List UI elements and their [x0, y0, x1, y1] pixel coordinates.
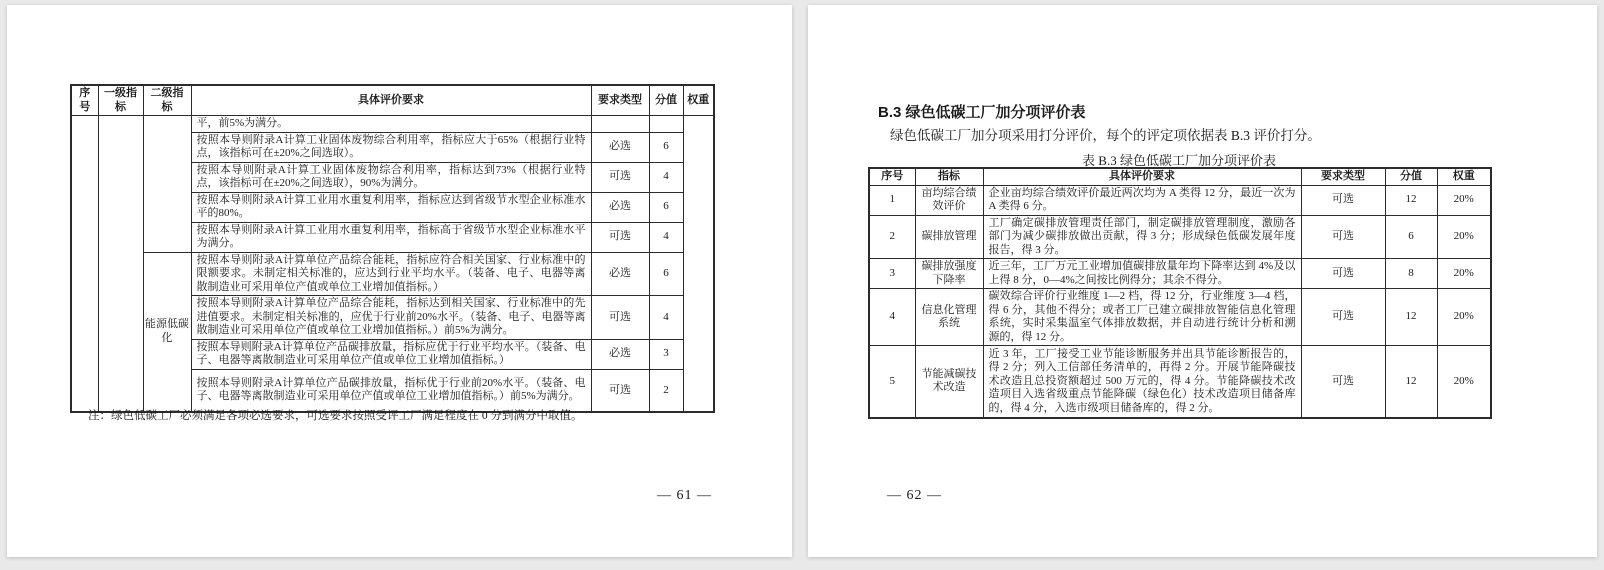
requirement-cell: 近 3 年，工厂接受工业节能诊断服务并出具节能诊断报告的，得 2 分；列入工信部任务清单的，再得 2 分。开展节能降碳技术改造且总投资额超过 500 万元的，得 4 分。节能降碳技术改造项目入选省级重点节能降碳（绿色化）技术改造项目储备库的，得 4 分，入选市级项目储备库的，得 2 分。	[983, 346, 1301, 418]
score-cell: 12	[1385, 346, 1437, 418]
requirement-cell: 按照本导则附录A计算单位产品综合能耗，指标达到相关国家、行业标准中的先进值要求。未制定相关标准的，应优于行业前20%水平。（装备、电子、电器等离散制造业可采用单位产值或单位工业增加值指标。）前5%为满分。	[191, 296, 591, 340]
page-number-62: — 62 —	[887, 488, 942, 503]
column-header: 序号	[869, 168, 915, 185]
column-header: 分值	[649, 85, 683, 116]
table-row	[869, 215, 1491, 259]
score-cell: 3	[649, 339, 683, 369]
indicator-cell: 节能减碳技术改造	[915, 346, 983, 418]
table-row	[869, 346, 1491, 418]
serial-cell-empty	[71, 116, 98, 413]
requirement-cell: 碳效综合评价行业维度 1—2 档，得 12 分，行业维度 3—4 档，得 6 分，其他不得分；或者工厂已建立碳排放智能信息化管理系统，实时采集温室气体排放数据，并自动进行统计分析和溯源的，得 12 分。	[983, 289, 1301, 346]
intro-paragraph: 绿色低碳工厂加分项采用打分评价，每个的评定项依据表 B.3 评价打分。	[890, 128, 1321, 143]
score-cell: 6	[649, 252, 683, 296]
score-cell: 8	[1385, 259, 1437, 289]
column-header: 权重	[683, 85, 714, 116]
weight-cell-empty	[683, 116, 714, 413]
requirement-cell: 企业亩均综合绩效评价最近两次均为 A 类得 12 分，最近一次为 A 类得 6 分。	[983, 185, 1301, 215]
table-caption: 表 B.3 绿色低碳工厂加分项评价表	[1082, 153, 1276, 168]
requirement-cell: 按照本导则附录A计算单位产品碳排放量，指标优于行业前20%水平。（装备、电子、电器等离散制造业可采用单位产值或单位工业增加值指标。）前5%为满分。	[191, 369, 591, 412]
table-row	[869, 259, 1491, 289]
column-header: 要求类型	[1301, 168, 1385, 185]
requirement-cell: 按照本导则附录A计算工业用水重复利用率，指标应达到省级节水型企业标准水平的80%。	[191, 192, 591, 222]
column-header: 要求类型	[591, 85, 649, 116]
column-header: 具体评价要求	[983, 168, 1301, 185]
table-row	[71, 116, 714, 133]
indicator-cell: 碳排放强度下降率	[915, 259, 983, 289]
requirement-cell: 平，前5%为满分。	[191, 116, 591, 133]
type-cell: 必选	[591, 252, 649, 296]
table-row	[869, 185, 1491, 215]
table-row	[869, 289, 1491, 346]
type-cell: 可选	[1301, 259, 1385, 289]
serial-cell: 5	[869, 346, 915, 418]
table-row	[71, 252, 714, 296]
weight-cell: 20%	[1437, 185, 1491, 215]
page-number-61: — 61 —	[657, 488, 712, 503]
requirement-cell: 按照本导则附录A计算工业用水重复利用率，指标高于省级节水型企业标准水平为满分。	[191, 222, 591, 252]
table-header-row	[71, 85, 714, 116]
score-cell: 4	[649, 296, 683, 340]
requirement-cell: 按照本导则附录A计算单位产品碳排放量，指标应优于行业平均水平。（装备、电子、电器等离散制造业可采用单位产值或单位工业增加值指标。）	[191, 339, 591, 369]
serial-cell: 2	[869, 215, 915, 259]
requirement-cell: 近三年，工厂万元工业增加值碳排放量年均下降率达到 4%及以上得 8 分，0—4%之间按比例得分；其余不得分。	[983, 259, 1301, 289]
column-header: 权重	[1437, 168, 1491, 185]
table-header-row	[869, 168, 1491, 185]
column-header: 序号	[71, 85, 98, 116]
score-cell: 12	[1385, 185, 1437, 215]
type-cell: 可选	[1301, 289, 1385, 346]
type-cell: 可选	[591, 162, 649, 192]
type-cell	[591, 116, 649, 133]
type-cell: 可选	[591, 369, 649, 412]
score-cell: 6	[649, 192, 683, 222]
secondary-indicator-cell: 能源低碳化	[143, 252, 191, 412]
serial-cell: 1	[869, 185, 915, 215]
score-cell: 12	[1385, 289, 1437, 346]
type-cell: 必选	[591, 339, 649, 369]
weight-cell: 20%	[1437, 215, 1491, 259]
column-header: 分值	[1385, 168, 1437, 185]
weight-cell: 20%	[1437, 346, 1491, 418]
score-cell: 4	[649, 222, 683, 252]
serial-cell: 3	[869, 259, 915, 289]
column-header: 指标	[915, 168, 983, 185]
weight-cell: 20%	[1437, 289, 1491, 346]
type-cell: 可选	[1301, 346, 1385, 418]
page-62	[808, 5, 1597, 557]
page-61	[7, 5, 792, 557]
indicator-cell: 碳排放管理	[915, 215, 983, 259]
bonus-evaluation-table	[868, 167, 1492, 419]
type-cell: 必选	[591, 192, 649, 222]
table-note: 注：绿色低碳工厂必须满足各项必选要求，可选要求按照受评工厂满足程度在 0 分到满分中取值。	[88, 410, 583, 422]
primary-indicator-cell-empty	[98, 116, 143, 413]
type-cell: 必选	[591, 132, 649, 162]
requirement-cell: 按照本导则附录A计算工业固体废物综合利用率，指标应大于65%（根据行业特点，该指标可在±20%之间选取）。	[191, 132, 591, 162]
requirement-cell: 按照本导则附录A计算工业固体废物综合利用率，指标达到73%（根据行业特点，该指标可在±20%之间选取），90%为满分。	[191, 162, 591, 192]
secondary-indicator-cell-empty	[143, 116, 191, 253]
score-cell: 2	[649, 369, 683, 412]
score-cell: 4	[649, 162, 683, 192]
section-heading: B.3 绿色低碳工厂加分项评价表	[878, 104, 1086, 121]
type-cell: 可选	[591, 222, 649, 252]
score-cell	[649, 116, 683, 133]
score-cell: 6	[1385, 215, 1437, 259]
requirement-cell: 按照本导则附录A计算单位产品综合能耗，指标应符合相关国家、行业标准中的限额要求。未制定相关标准的，应达到行业平均水平。（装备、电子、电器等离散制造业可采用单位产值或单位工业增加值指标。）	[191, 252, 591, 296]
requirement-cell: 工厂确定碳排放管理责任部门，制定碳排放管理制度，激励各部门为减少碳排放做出贡献，得 3 分；形成绿色低碳发展年度报告，得 3 分。	[983, 215, 1301, 259]
indicator-cell: 信息化管理系统	[915, 289, 983, 346]
type-cell: 可选	[1301, 185, 1385, 215]
type-cell: 可选	[591, 296, 649, 340]
column-header: 具体评价要求	[191, 85, 591, 116]
indicator-cell: 亩均综合绩效评价	[915, 185, 983, 215]
score-cell: 6	[649, 132, 683, 162]
evaluation-table-continued	[70, 84, 715, 413]
column-header: 二级指标	[143, 85, 191, 116]
serial-cell: 4	[869, 289, 915, 346]
weight-cell: 20%	[1437, 259, 1491, 289]
column-header: 一级指标	[98, 85, 143, 116]
type-cell: 可选	[1301, 215, 1385, 259]
